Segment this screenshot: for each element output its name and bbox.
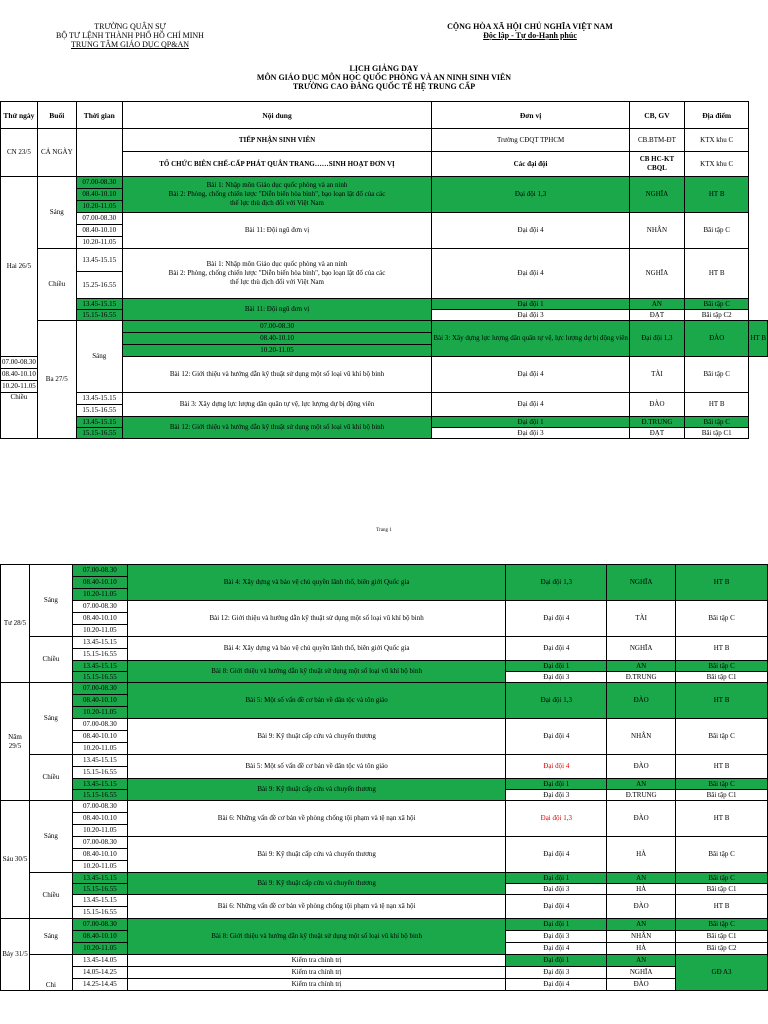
content-line: Bài 2: Phòng, chống chiến lược "Diễn biến hòa bình", bạo loạn lật đổ của các — [168, 269, 386, 277]
place-cell: Bãi tập C — [684, 357, 748, 393]
place-cell: Bãi tập C — [684, 417, 748, 428]
time-cell: 10.20-11.05 — [1, 381, 38, 393]
table-row — [1, 213, 768, 225]
teacher-cell: ĐÀO — [607, 801, 676, 837]
unit-cell: Đại đội 1,3 — [506, 801, 607, 837]
place-cell: Bãi tập C — [684, 299, 748, 310]
teacher-cell: AN — [607, 919, 676, 931]
content-line: Bài 1: Nhập môn Giáo dục quốc phòng và an ninh — [206, 181, 348, 189]
table-row — [1, 299, 768, 310]
content-cell: Bài 9: Kỹ thuật cấp cứu và chuyển thương — [127, 719, 506, 755]
time-cell: 07.00-08.30 — [76, 213, 122, 225]
place-cell: Bãi tập C2 — [676, 943, 768, 955]
day-cell: CN 23/5 — [1, 129, 38, 177]
col-header-time: Thời gian — [76, 102, 122, 129]
time-cell: 14.05-14.25 — [72, 967, 127, 979]
place-cell: Bãi tập C1 — [676, 931, 768, 943]
place-cell: Bãi tập C — [676, 873, 768, 884]
table-row — [1, 801, 768, 813]
time-cell: 10.20-11.05 — [72, 861, 127, 873]
place-cell: Bãi tập C — [684, 213, 748, 249]
col-header-session: Buổi — [37, 102, 76, 129]
unit-cell: Đại đội 1 — [506, 919, 607, 931]
place-cell: KTX khu C — [684, 129, 748, 152]
session-cell: Chiều — [29, 873, 72, 919]
day-cell: Sáu 30/5 — [1, 801, 30, 919]
unit-cell: Đại đội 4 — [432, 249, 630, 299]
unit-cell: Đại đội 1 — [506, 779, 607, 790]
time-cell: 13.45-14.05 — [72, 955, 127, 967]
time-cell: 07.00-08.30 — [122, 321, 432, 333]
place-cell: HT B — [684, 177, 748, 213]
place-cell: HT B — [749, 321, 768, 357]
country-motto: Độc lập - Tự do-Hạnh phúc — [483, 31, 577, 40]
time-cell: 13.45-15.15 — [72, 755, 127, 767]
content-cell: TIẾP NHẬN SINH VIÊN — [122, 129, 432, 152]
teacher-cell: CB HC-KT CBQL — [629, 152, 684, 177]
unit-cell: Đại đội 1 — [506, 873, 607, 884]
table-row — [1, 129, 768, 152]
teacher-cell: HÀ — [607, 943, 676, 955]
content-cell — [122, 249, 432, 299]
place-cell: HT B — [684, 249, 748, 299]
content-cell: Bài 12: Giới thiệu và hướng dẫn kỹ thuật sử dụng một số loại vũ khí bộ binh — [127, 601, 506, 637]
teacher-cell: NGHĨA — [629, 249, 684, 299]
unit-cell: Đại đội 4 — [506, 943, 607, 955]
content-cell: Bài 3: Xây dựng lực lượng dân quân tự vệ, lực lượng dự bị động viên — [122, 393, 432, 417]
time-cell: 10.20-11.05 — [76, 237, 122, 249]
command-name: BỘ TƯ LỆNH THÀNH PHỐ HỒ CHÍ MINH — [56, 31, 204, 40]
table-row — [1, 919, 768, 931]
table-row — [1, 837, 768, 849]
teacher-cell: HÀ — [607, 837, 676, 873]
unit-cell: Đại đội 4 — [432, 393, 630, 417]
time-cell: 07.00-08.30 — [72, 919, 127, 931]
session-cell: Sáng — [37, 177, 76, 249]
time-cell: 15.15-16.55 — [72, 790, 127, 801]
unit-cell: Các đại đội — [432, 152, 630, 177]
time-cell: 08.40-10.10 — [122, 333, 432, 345]
unit-cell: Đại đội 3 — [506, 931, 607, 943]
unit-cell: Đại đội 4 — [506, 837, 607, 873]
content-cell: Bài 11: Đội ngũ đơn vị — [122, 213, 432, 249]
title-line-2: MÔN GIÁO DỤC MÔN HỌC QUỐC PHÒNG VÀ AN NINH SINH VIÊN — [256, 73, 512, 82]
place-cell: HT B — [676, 565, 768, 601]
place-cell: Bãi tập C — [676, 837, 768, 873]
table-row — [1, 755, 768, 767]
time-cell: 15.25-16.55 — [76, 272, 122, 299]
table-row — [1, 321, 768, 333]
time-cell: 07.00-08.30 — [72, 565, 127, 577]
time-cell: 08.40-10.10 — [72, 613, 127, 625]
teacher-cell: AN — [607, 873, 676, 884]
table-row — [1, 779, 768, 790]
table-row — [1, 565, 768, 577]
unit-cell: Đại đội 3 — [506, 790, 607, 801]
place-cell: Bãi tập C2 — [684, 310, 748, 321]
content-cell: Bài 9: Kỹ thuật cấp cứu và chuyển thương — [127, 837, 506, 873]
teacher-cell: ĐÀO — [607, 755, 676, 779]
content-cell: Bài 9: Kỹ thuật cấp cứu và chuyển thương — [127, 779, 506, 801]
session-cell: Chiều — [29, 755, 72, 801]
time-cell: 15.15-16.55 — [72, 767, 127, 779]
unit-cell: Đại đội 3 — [506, 967, 607, 979]
session-cell: Sáng — [29, 801, 72, 873]
place-cell: Bãi tập C1 — [676, 672, 768, 683]
unit-cell: Đại đội 1 — [506, 661, 607, 672]
time-cell: 13.45-15.15 — [76, 393, 122, 405]
session-cell: Chiều — [29, 637, 72, 683]
time-cell: 10.20-11.05 — [72, 707, 127, 719]
content-cell: Bài 6: Những vấn đề cơ bản về phòng chống tội phạm và tệ nạn xã hội — [127, 895, 506, 919]
header-left — [40, 22, 220, 49]
place-cell: Bãi tập C — [676, 601, 768, 637]
place-cell: KTX khu C — [684, 152, 748, 177]
table-row — [1, 719, 768, 731]
teacher-cell: Đ.TRUNG — [607, 790, 676, 801]
unit-cell: Trường CĐQT TPHCM — [432, 129, 630, 152]
teacher-cell: CB.BTM-ĐT — [629, 129, 684, 152]
time-cell: 15.15-16.55 — [72, 672, 127, 683]
time-cell: 13.45-15.15 — [72, 637, 127, 649]
time-cell — [76, 129, 122, 177]
time-cell: 07.00-08.30 — [76, 177, 122, 189]
content-cell — [122, 177, 432, 213]
time-cell: 08.40-10.10 — [76, 225, 122, 237]
content-cell: Bài 11: Đội ngũ đơn vị — [122, 299, 432, 321]
place-cell: HT B — [676, 683, 768, 719]
content-cell: Kiểm tra chính trị — [127, 955, 506, 967]
time-cell: 13.45-15.15 — [72, 895, 127, 907]
document-title — [0, 64, 768, 91]
place-cell: Bãi tập C — [676, 779, 768, 790]
unit-cell: Đại đội 1,3 — [506, 683, 607, 719]
time-cell: 10.20-11.05 — [72, 625, 127, 637]
place-cell: Bãi tập C — [676, 919, 768, 931]
teacher-cell: AN — [607, 955, 676, 967]
place-cell: HT B — [676, 801, 768, 837]
time-cell: 10.20-11.05 — [76, 201, 122, 213]
teacher-cell: AN — [629, 299, 684, 310]
place-cell: Bãi tập C1 — [676, 884, 768, 895]
time-cell: 13.45-15.15 — [72, 661, 127, 672]
unit-cell: Đại đội 4 — [506, 601, 607, 637]
content-cell: Bài 6: Những vấn đề cơ bản về phòng chống tội phạm và tệ nạn xã hội — [127, 801, 506, 837]
unit-cell: Đại đội 1 — [506, 955, 607, 967]
content-cell: Bài 5: Một số vấn đề cơ bản về dân tộc và tôn giáo — [127, 755, 506, 779]
title-line-1: LỊCH GIẢNG DẠY — [349, 64, 419, 73]
teacher-cell: ĐÀO — [629, 393, 684, 417]
time-cell: 07.00-08.30 — [72, 719, 127, 731]
content-cell: Kiểm tra chính trị — [127, 967, 506, 979]
unit-cell: Đại đội 3 — [506, 884, 607, 895]
content-cell: Bài 9: Kỹ thuật cấp cứu và chuyển thương — [127, 873, 506, 895]
day-cell: Tư 28/5 — [1, 565, 30, 683]
place-cell: HT B — [676, 755, 768, 779]
col-header-unit: Đơn vị — [432, 102, 630, 129]
content-cell: TỔ CHỨC BIÊN CHẾ-CẤP PHÁT QUÂN TRANG……SINH HOẠT ĐƠN VỊ — [122, 152, 432, 177]
session-cell: Sáng — [76, 321, 122, 393]
table-row — [1, 967, 768, 979]
content-cell: Bài 8: Giới thiệu và hướng dẫn kỹ thuật sử dụng một số loại vũ khí bộ binh — [127, 919, 506, 955]
session-cell: Chiều — [1, 393, 38, 439]
table-row — [1, 393, 768, 405]
schedule-table-page-1 — [0, 101, 768, 439]
teacher-cell: ĐẠT — [629, 310, 684, 321]
table-row — [1, 873, 768, 884]
place-cell: GĐ A3 — [676, 955, 768, 991]
col-header-teacher: CB, GV — [629, 102, 684, 129]
time-cell: 10.20-11.05 — [72, 589, 127, 601]
unit-cell: Đại đội 4 — [506, 895, 607, 919]
day-cell: Hai 26/5 — [1, 177, 38, 357]
teacher-cell: NGHĨA — [607, 565, 676, 601]
teacher-cell: NHÂN — [607, 931, 676, 943]
content-line: Bài 2: Phòng, chống chiến lược "Diễn biến hòa bình", bạo loạn lật đổ của các — [168, 190, 386, 198]
time-cell: 13.45-15.15 — [76, 299, 122, 310]
teacher-cell: ĐẠT — [629, 428, 684, 439]
col-header-day: Thứ ngày — [1, 102, 38, 129]
unit-cell: Đại đội 3 — [506, 672, 607, 683]
teacher-cell: Đ.TRUNG — [629, 417, 684, 428]
session-cell: Chi — [29, 955, 72, 991]
time-cell: 08.40-10.10 — [76, 189, 122, 201]
table-row — [1, 661, 768, 672]
teacher-cell: ĐÀO — [607, 979, 676, 991]
content-line: thế lực thù địch đối với Việt Nam — [230, 199, 324, 207]
day-cell: Bảy 31/5 — [1, 919, 30, 991]
unit-cell: Đại đội 4 — [506, 637, 607, 661]
place-cell: Bãi tập C1 — [684, 428, 748, 439]
place-cell: Bãi tập C — [676, 719, 768, 755]
unit-cell: Đại đội 1,3 — [506, 565, 607, 601]
table-row — [1, 979, 768, 991]
time-cell: 15.15-16.55 — [76, 310, 122, 321]
unit-cell: Đại đội 1,3 — [629, 321, 684, 357]
unit-cell: Đại đội 1 — [432, 299, 630, 310]
time-cell: 10.20-11.05 — [72, 743, 127, 755]
time-cell: 08.40-10.10 — [72, 813, 127, 825]
table-row — [1, 637, 768, 649]
time-cell: 13.45-15.15 — [76, 417, 122, 428]
table-row — [1, 417, 768, 428]
time-cell: 15.15-16.55 — [72, 649, 127, 661]
place-cell: Bãi tập C1 — [676, 790, 768, 801]
school-name: TRƯỜNG QUÂN SỰ — [94, 22, 166, 31]
col-header-place: Địa điểm — [684, 102, 748, 129]
time-cell: 07.00-08.30 — [1, 357, 38, 369]
time-cell: 10.20-11.05 — [72, 943, 127, 955]
teacher-cell: AN — [607, 779, 676, 790]
teacher-cell: NGHĨA — [629, 177, 684, 213]
day-cell: Năm 29/5 — [1, 683, 30, 801]
table-row — [1, 683, 768, 695]
content-cell: Bài 12: Giới thiệu và hướng dẫn kỹ thuật sử dụng một số loại vũ khí bộ binh — [122, 357, 432, 393]
header-right — [420, 22, 640, 40]
teacher-cell: TÀI — [629, 357, 684, 393]
time-cell: 08.40-10.10 — [72, 931, 127, 943]
time-cell: 10.20-11.05 — [72, 825, 127, 837]
time-cell: 10.20-11.05 — [122, 345, 432, 357]
unit-cell: Đại đội 3 — [432, 428, 630, 439]
table-row — [1, 895, 768, 907]
teacher-cell: ĐÀO — [607, 895, 676, 919]
session-cell: Sáng — [29, 565, 72, 637]
unit-cell: Đại đội 4 — [506, 755, 607, 779]
time-cell: 08.40-10.10 — [72, 695, 127, 707]
unit-cell: Đại đội 4 — [506, 719, 607, 755]
teacher-cell: NGHĨA — [607, 967, 676, 979]
time-cell: 15.15-16.55 — [76, 428, 122, 439]
table-row — [1, 601, 768, 613]
content-line: Bài 1: Nhập môn Giáo dục quốc phòng và an ninh — [206, 260, 348, 268]
time-cell: 15.15-16.55 — [76, 405, 122, 417]
time-cell: 07.00-08.30 — [72, 683, 127, 695]
center-name: TRUNG TÂM GIÁO DỤC QP&AN — [70, 40, 190, 49]
content-cell: Bài 5: Một số vấn đề cơ bản về dân tộc và tôn giáo — [127, 683, 506, 719]
title-line-3: TRƯỜNG CAO ĐẲNG QUỐC TẾ HỆ TRUNG CẤP — [292, 82, 476, 91]
teacher-cell: NHÂN — [607, 719, 676, 755]
session-cell: CẢ NGÀY — [37, 129, 76, 177]
teacher-cell: NHÂN — [629, 213, 684, 249]
content-cell: Bài 4: Xây dựng và bảo vệ chủ quyền lãnh thổ, biên giới Quốc gia — [127, 637, 506, 661]
col-header-content: Nội dung — [122, 102, 432, 129]
schedule-table-page-2 — [0, 564, 768, 991]
time-cell: 07.00-08.30 — [72, 601, 127, 613]
time-cell: 13.45-15.15 — [72, 873, 127, 884]
time-cell: 07.00-08.30 — [72, 801, 127, 813]
content-cell: Bài 12: Giới thiệu và hướng dẫn kỹ thuật sử dụng một số loại vũ khí bộ binh — [122, 417, 432, 439]
page-number: Trang 1 — [376, 528, 392, 533]
table-header-row — [1, 102, 768, 129]
place-cell: HT B — [676, 637, 768, 661]
time-cell: 08.40-10.10 — [72, 731, 127, 743]
teacher-cell: TÀI — [607, 601, 676, 637]
unit-cell: Đại đội 1,3 — [432, 177, 630, 213]
content-cell: Bài 4: Xây dựng và bảo vệ chủ quyền lãnh thổ, biên giới Quốc gia — [127, 565, 506, 601]
unit-cell: Đại đội 3 — [432, 310, 630, 321]
time-cell: 08.40-10.10 — [1, 369, 38, 381]
content-line: thế lực thù địch đối với Việt Nam — [230, 278, 324, 286]
teacher-cell: ĐÀO — [607, 683, 676, 719]
time-cell: 13.45-15.15 — [76, 249, 122, 272]
session-cell: Chiều — [37, 249, 76, 321]
time-cell: 08.40-10.10 — [72, 577, 127, 589]
place-cell: HT B — [684, 393, 748, 417]
time-cell: 15.15-16.55 — [72, 907, 127, 919]
day-cell: Ba 27/5 — [37, 321, 76, 439]
time-cell: 15.15-16.55 — [72, 884, 127, 895]
teacher-cell: NGHĨA — [607, 637, 676, 661]
time-cell: 07.00-08.30 — [72, 837, 127, 849]
session-cell: Sáng — [29, 683, 72, 755]
teacher-cell: Đ.TRUNG — [607, 672, 676, 683]
unit-cell: Đại đội 1 — [432, 417, 630, 428]
time-cell: 08.40-10.10 — [72, 849, 127, 861]
country-name: CỘNG HÒA XÃ HỘI CHỦ NGHĨA VIỆT NAM — [447, 22, 613, 31]
session-cell: Sáng — [29, 919, 72, 955]
teacher-cell: ĐÀO — [684, 321, 748, 357]
time-cell: 13.45-15.15 — [72, 779, 127, 790]
table-row — [1, 177, 768, 189]
teacher-cell: AN — [607, 661, 676, 672]
unit-cell: Đại đội 4 — [506, 979, 607, 991]
content-cell: Bài 3: Xây dựng lực lượng dân quân tự vệ, lực lượng dự bị động viên — [432, 321, 630, 357]
teacher-cell: HÀ — [607, 884, 676, 895]
content-cell: Kiểm tra chính trị — [127, 979, 506, 991]
place-cell: HT B — [676, 895, 768, 919]
unit-cell: Đại đội 4 — [432, 357, 630, 393]
time-cell: 14.25-14.45 — [72, 979, 127, 991]
unit-cell: Đại đội 4 — [432, 213, 630, 249]
table-row — [1, 249, 768, 272]
table-row — [1, 955, 768, 967]
content-cell: Bài 8: Giới thiệu và hướng dẫn kỹ thuật sử dụng một số loại vũ khí bộ binh — [127, 661, 506, 683]
place-cell: Bãi tập C — [676, 661, 768, 672]
